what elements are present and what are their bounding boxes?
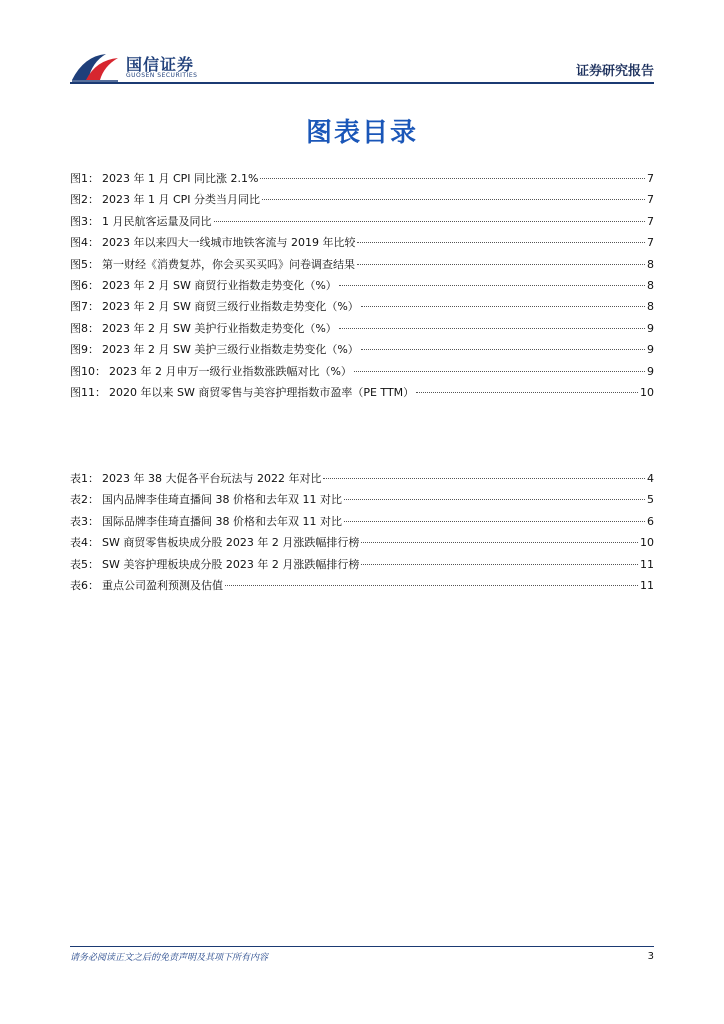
- toc-entry-title: SW 美容护理板块成分股 2023 年 2 月涨跌幅排行榜: [102, 557, 360, 571]
- toc-entry-page: 7: [647, 172, 654, 185]
- toc-entry-label: 图10：: [70, 364, 106, 378]
- toc-entry-label: 表5：: [70, 557, 99, 571]
- figure-list-item[interactable]: [70, 382, 654, 403]
- figure-list: [70, 168, 654, 403]
- toc-entry-page: 6: [647, 514, 654, 528]
- toc-dot-leader: [354, 371, 645, 372]
- toc-entry-title: 2023 年以来四大一线城市地铁客流与 2019 年比较: [102, 236, 356, 250]
- header-divider: [70, 82, 654, 84]
- toc-entry-label: 图4：: [70, 236, 99, 250]
- page-number: 3: [647, 951, 654, 962]
- toc-entry-page: 9: [647, 364, 654, 378]
- toc-entry-page: 5: [647, 493, 654, 507]
- toc-entry-title: 2023 年 2 月 SW 美护三级行业指数走势变化（%）: [102, 343, 359, 357]
- toc-entry-label: 图1：: [70, 172, 99, 185]
- company-logo: [70, 50, 220, 84]
- toc-entry-label: 图7：: [70, 300, 99, 314]
- toc-entry-label: 图11：: [70, 385, 106, 399]
- toc-dot-leader: [260, 178, 645, 179]
- toc-entry-page: 10: [640, 536, 654, 550]
- toc-entry-title: 第一财经《消费复苏，你会买买买吗》问卷调查结果: [102, 257, 355, 271]
- figure-list-item[interactable]: [70, 232, 654, 253]
- toc-entry-page: 8: [647, 278, 654, 292]
- toc-entry-label: 图5：: [70, 257, 99, 271]
- toc-dot-leader: [361, 349, 645, 350]
- toc-entry-label: 图3：: [70, 214, 99, 228]
- toc-entry-label: 表4：: [70, 536, 99, 550]
- table-list-item[interactable]: [70, 468, 654, 489]
- toc-entry-label: 图9：: [70, 343, 99, 357]
- toc-entry-title: 2023 年 2 月 SW 商贸行业指数走势变化（%）: [102, 278, 337, 292]
- toc-dot-leader: [361, 564, 638, 565]
- table-list-item[interactable]: [70, 511, 654, 532]
- toc-dot-leader: [361, 306, 645, 307]
- figure-list-item[interactable]: [70, 318, 654, 339]
- footer-divider: [70, 946, 654, 947]
- toc-entry-label: 表1：: [70, 472, 99, 485]
- toc-entry-title: 国际品牌李佳琦直播间 38 价格和去年双 11 对比: [102, 514, 342, 528]
- table-list-item[interactable]: [70, 489, 654, 510]
- toc-dot-leader: [357, 264, 645, 265]
- page-title: 图表目录: [305, 118, 418, 148]
- toc-entry-title: 2023 年 2 月 SW 商贸三级行业指数走势变化（%）: [102, 300, 359, 314]
- figure-list-item[interactable]: [70, 189, 654, 210]
- toc-entry-page: 11: [640, 578, 654, 592]
- figure-list-item[interactable]: [70, 339, 654, 360]
- figure-list-item[interactable]: [70, 296, 654, 317]
- toc-entry-page: 8: [647, 300, 654, 314]
- toc-dot-leader: [361, 542, 638, 543]
- toc-entry-title: SW 商贸零售板块成分股 2023 年 2 月涨跌幅排行榜: [102, 536, 360, 550]
- figure-list-item[interactable]: [70, 275, 654, 296]
- toc-entry-label: 图2：: [70, 193, 99, 207]
- toc-entry-page: 7: [647, 236, 654, 250]
- figure-list-item[interactable]: [70, 168, 654, 189]
- toc-entry-page: 8: [647, 257, 654, 271]
- toc-dot-leader: [214, 221, 646, 222]
- toc-entry-title: 2023 年 2 月申万一级行业指数涨跌幅对比（%）: [109, 364, 352, 378]
- toc-entry-page: 10: [640, 385, 654, 399]
- figure-list-item[interactable]: [70, 211, 654, 232]
- toc-dot-leader: [339, 285, 645, 286]
- disclaimer-note: 请务必阅读正文之后的免责声明及其项下所有内容: [70, 953, 269, 963]
- toc-entry-title: 2023 年 1 月 CPI 分类当月同比: [102, 193, 261, 207]
- toc-dot-leader: [357, 242, 645, 243]
- table-list: [70, 468, 654, 596]
- toc-entry-label: 图8：: [70, 321, 99, 335]
- toc-dot-leader: [416, 392, 638, 393]
- table-list-item[interactable]: [70, 532, 654, 553]
- toc-entry-label: 表2：: [70, 493, 99, 507]
- toc-dot-leader: [344, 521, 645, 522]
- toc-entry-title: 2020 年以来 SW 商贸零售与美容护理指数市盈率（PE TTM）: [109, 385, 415, 399]
- toc-entry-page: 7: [647, 193, 654, 207]
- logo-chinese-name: 国信证券: [126, 55, 195, 74]
- logo-english-name: GUOSEN SECURITIES: [126, 72, 198, 79]
- report-type-label: 证券研究报告: [575, 64, 654, 79]
- toc-entry-title: 1 月民航客运量及同比: [102, 214, 212, 228]
- toc-entry-title: 2023 年 1 月 CPI 同比涨 2.1%: [102, 172, 259, 185]
- toc-entry-page: 4: [647, 472, 654, 485]
- toc-entry-page: 9: [647, 343, 654, 357]
- toc-entry-page: 7: [647, 214, 654, 228]
- toc-dot-leader: [225, 585, 638, 586]
- figure-list-item[interactable]: [70, 361, 654, 382]
- guosen-logo-icon: [70, 50, 120, 84]
- figure-list-item[interactable]: [70, 254, 654, 275]
- table-list-item[interactable]: [70, 575, 654, 596]
- table-list-item[interactable]: [70, 554, 654, 575]
- toc-entry-title: 国内品牌李佳琦直播间 38 价格和去年双 11 对比: [102, 493, 342, 507]
- toc-entry-page: 9: [647, 321, 654, 335]
- toc-entry-title: 2023 年 2 月 SW 美护行业指数走势变化（%）: [102, 321, 337, 335]
- toc-entry-label: 表6：: [70, 578, 99, 592]
- toc-entry-label: 图6：: [70, 278, 99, 292]
- toc-dot-leader: [323, 478, 645, 479]
- toc-dot-leader: [344, 499, 645, 500]
- toc-entry-title: 2023 年 38 大促各平台玩法与 2022 年对比: [102, 472, 322, 485]
- toc-dot-leader: [262, 199, 645, 200]
- toc-entry-page: 11: [640, 557, 654, 571]
- toc-dot-leader: [339, 328, 645, 329]
- page-header: [0, 0, 724, 90]
- toc-entry-label: 表3：: [70, 514, 99, 528]
- toc-entry-title: 重点公司盈利预测及估值: [102, 578, 223, 592]
